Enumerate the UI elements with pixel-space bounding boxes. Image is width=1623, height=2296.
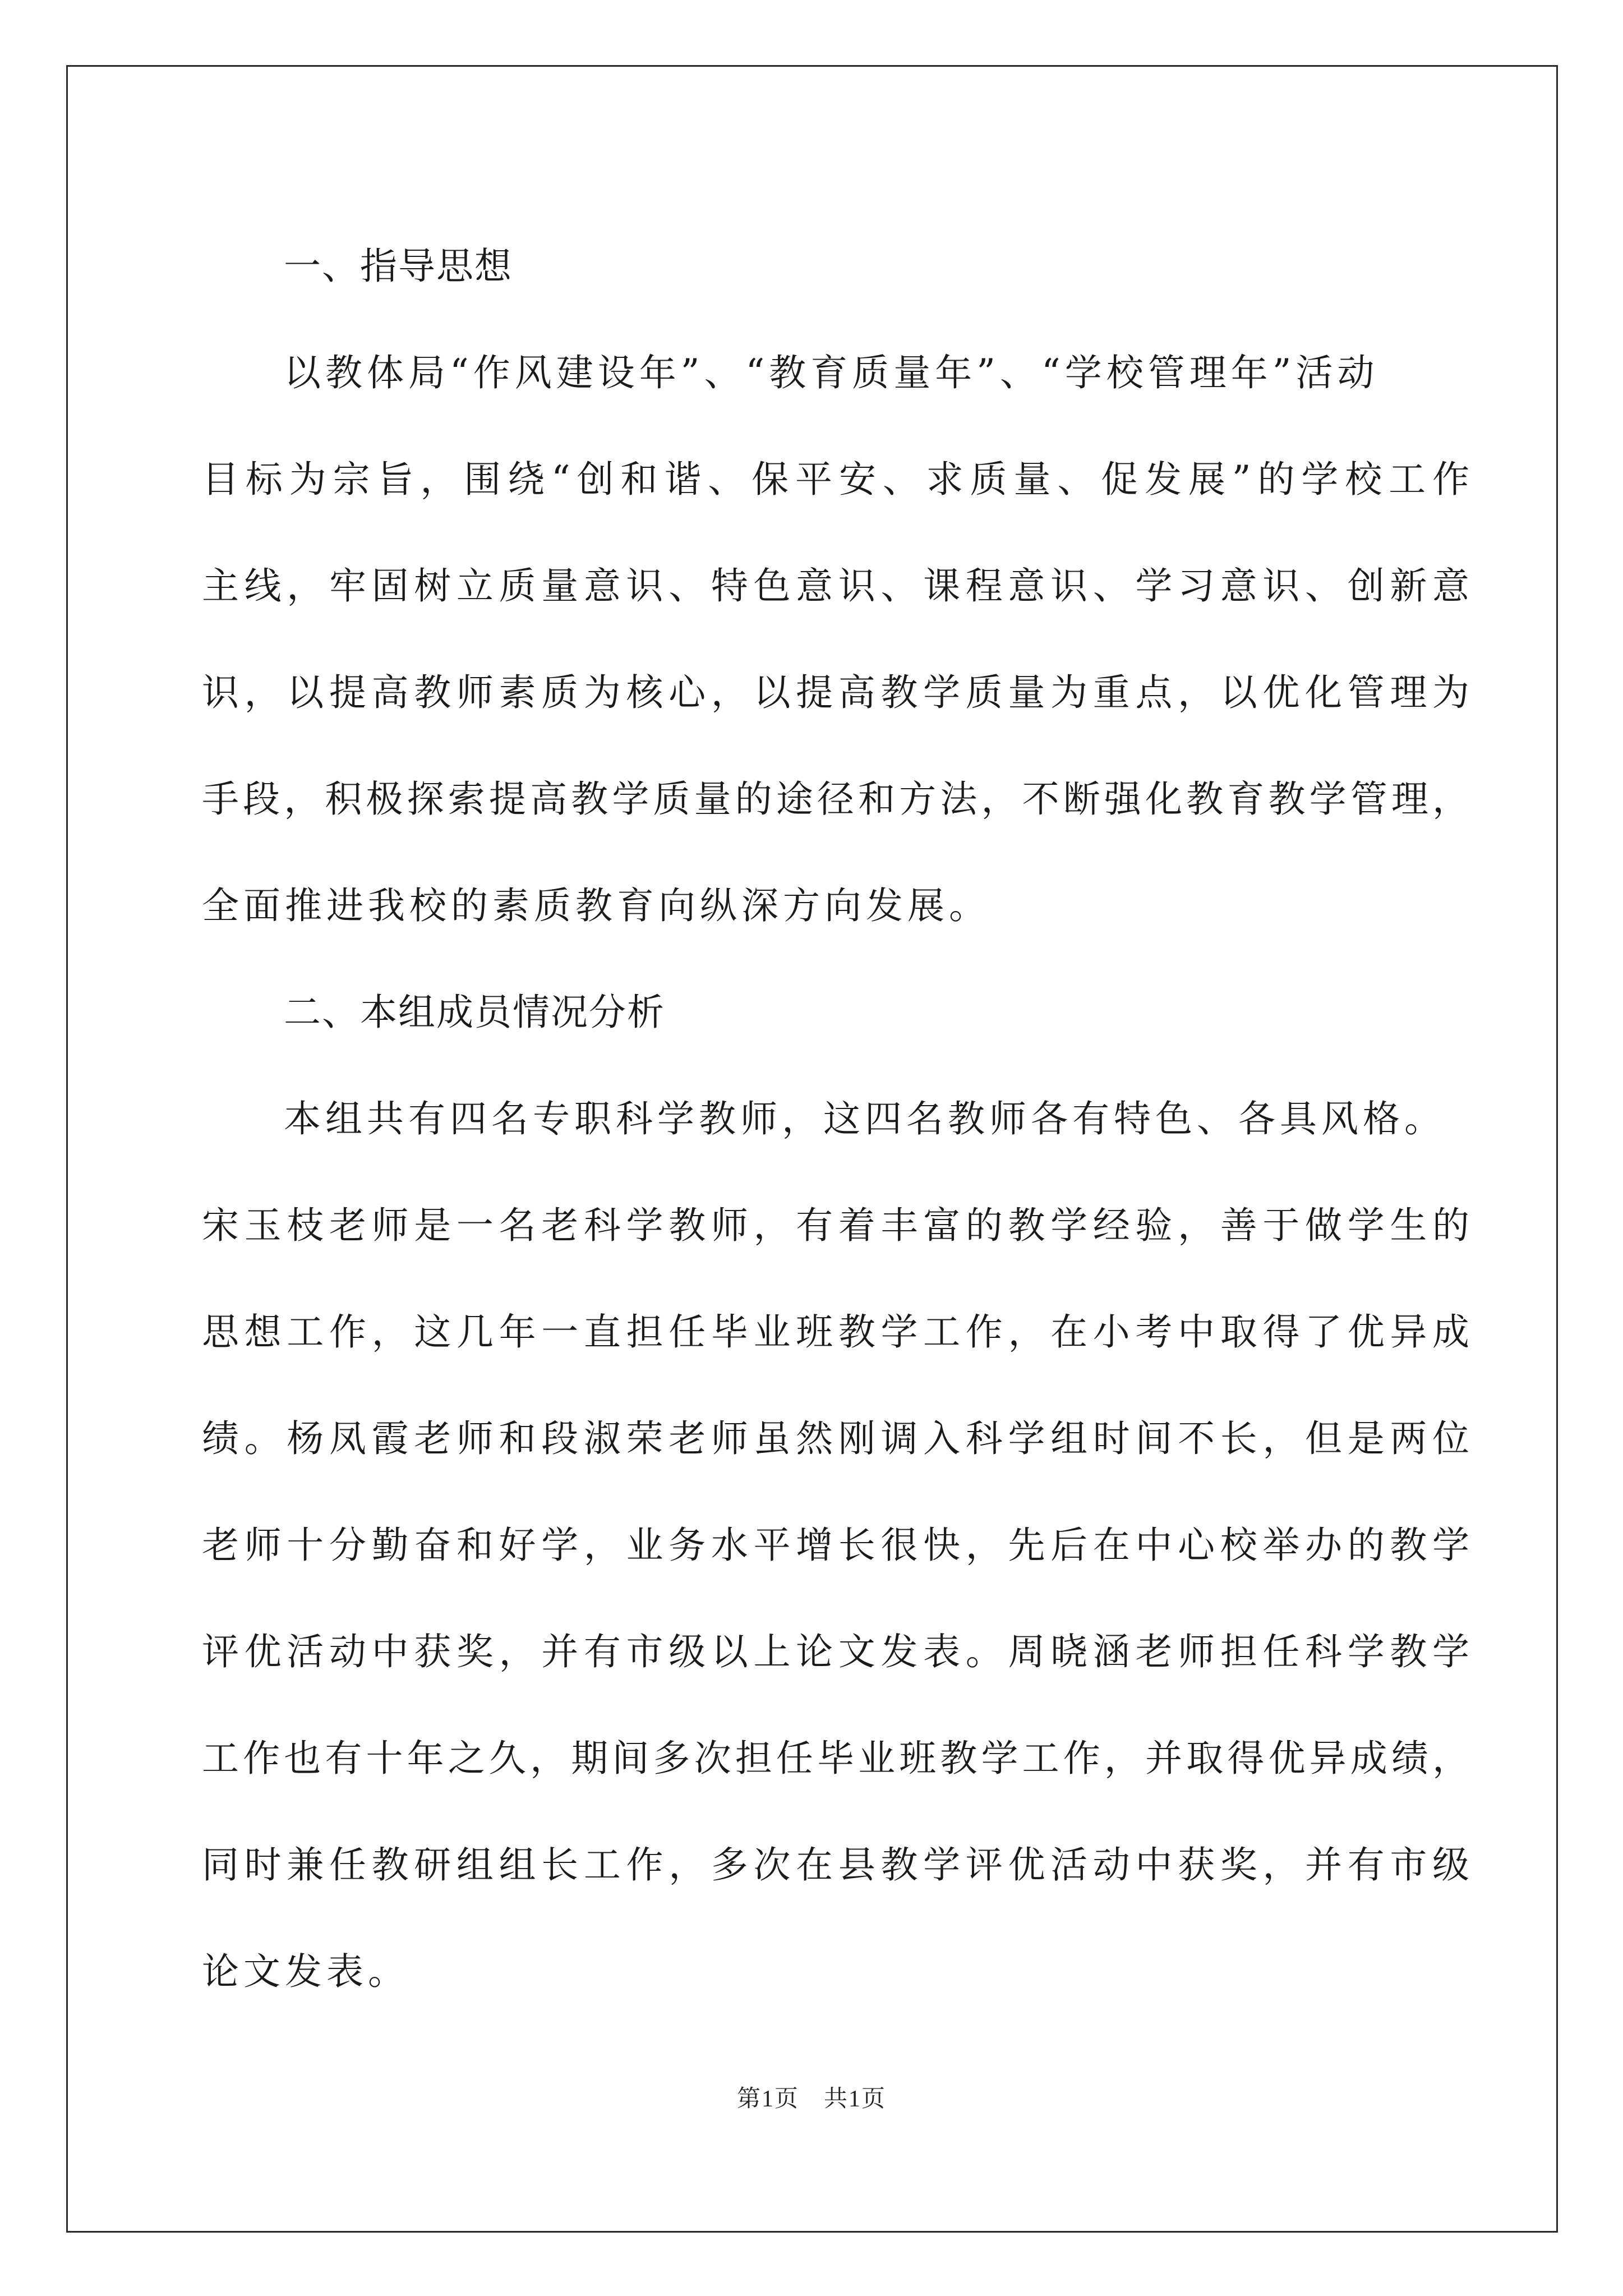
page-footer: 第1页 共1页 <box>736 2086 886 2112</box>
paragraph-line: 主线，牢固树立质量意识、特色意识、课程意识、学习意识、创新意 <box>202 564 1469 608</box>
paragraph-line: 宋玉枝老师是一名老科学教师，有着丰富的教学经验，善于做学生的 <box>202 1204 1469 1247</box>
paragraph-line: 以教体局“作风建设年”、“教育质量年”、“学校管理年”活动 <box>284 351 1379 394</box>
section-heading-guiding-ideology: 一、指导思想 <box>284 245 513 288</box>
paragraph-line: 目标为宗旨，围绕“创和谐、保平安、求质量、促发展”的学校工作 <box>202 458 1469 501</box>
paragraph-line: 绩。杨凤霞老师和段淑荣老师虽然刚调入科学组时间不长，但是两位 <box>202 1417 1469 1460</box>
paragraph-line: 手段，积极探索提高教学质量的途径和方法，不断强化教育教学管理， <box>202 777 1469 821</box>
paragraph-line: 评优活动中获奖，并有市级以上论文发表。周晓涵老师担任科学教学 <box>202 1630 1469 1673</box>
document-body <box>202 213 1469 2025</box>
paragraph-line: 论文发表。 <box>202 1950 409 1993</box>
paragraph-line: 工作也有十年之久，期间多次担任毕业班教学工作，并取得优异成绩， <box>202 1737 1469 1780</box>
paragraph-line: 同时兼任教研组组长工作，多次在县教学评优活动中获奖，并有市级 <box>202 1843 1469 1887</box>
paragraph-line: 老师十分勤奋和好学，业务水平增长很快，先后在中心校举办的教学 <box>202 1524 1469 1567</box>
paragraph-line: 本组共有四名专职科学教师，这四名教师各有特色、各具风格。 <box>284 1097 1446 1140</box>
paragraph-line: 思想工作，这几年一直担任毕业班教学工作，在小考中取得了优异成 <box>202 1310 1469 1354</box>
paragraph-line: 识，以提高教师素质为核心，以提高教学质量为重点，以优化管理为 <box>202 671 1469 714</box>
section-heading-member-analysis: 二、本组成员情况分析 <box>284 991 665 1034</box>
paragraph-line: 全面推进我校的素质教育向纵深方向发展。 <box>202 884 990 927</box>
